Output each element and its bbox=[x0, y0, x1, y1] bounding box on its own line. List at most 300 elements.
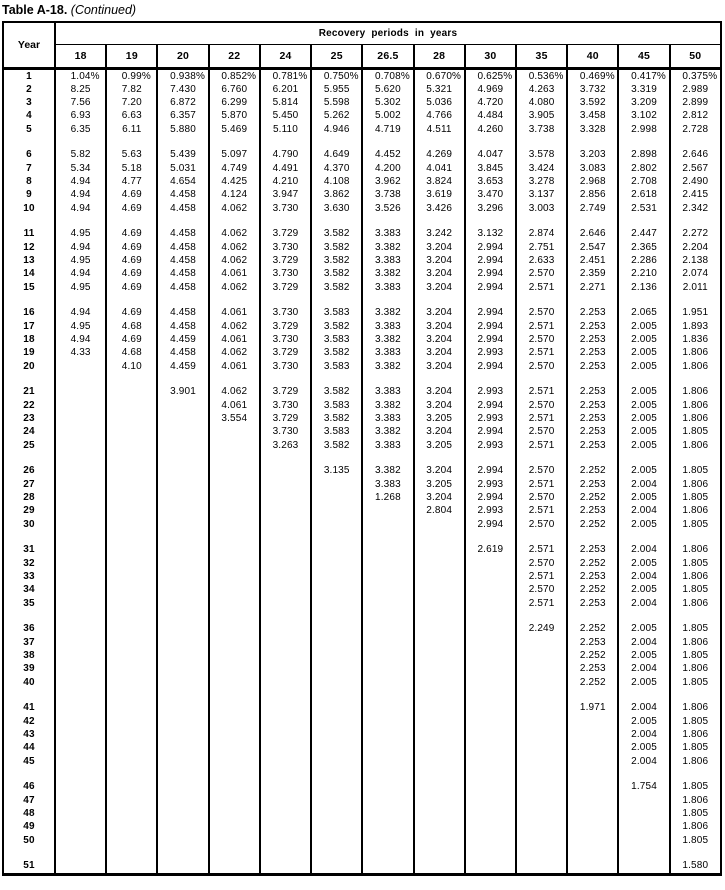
value-cell: 1.836 bbox=[670, 333, 721, 346]
value-cell: 7.56 bbox=[55, 96, 106, 109]
value-cell bbox=[260, 834, 311, 847]
value-cell: 0.375% bbox=[670, 68, 721, 83]
spacer-cell bbox=[3, 452, 55, 465]
spacer-cell bbox=[516, 136, 567, 149]
value-cell: 2.005 bbox=[618, 439, 669, 452]
value-cell: 3.729 bbox=[260, 254, 311, 267]
value-cell: 2.570 bbox=[516, 491, 567, 504]
value-cell bbox=[567, 859, 618, 874]
value-cell: 4.124 bbox=[209, 188, 260, 201]
value-cell bbox=[260, 755, 311, 768]
value-cell: 0.750% bbox=[311, 68, 362, 83]
rate-value: 1.04 bbox=[70, 70, 91, 82]
year-cell: 1 bbox=[3, 68, 55, 83]
value-cell: 1.806 bbox=[670, 543, 721, 556]
value-cell: 2.252 bbox=[567, 518, 618, 531]
value-cell: 2.004 bbox=[618, 570, 669, 583]
value-cell bbox=[209, 728, 260, 741]
value-cell bbox=[106, 859, 157, 874]
value-cell: 5.097 bbox=[209, 148, 260, 161]
value-cell bbox=[157, 807, 208, 820]
value-cell: 0.99% bbox=[106, 68, 157, 83]
value-cell bbox=[157, 425, 208, 438]
value-cell bbox=[465, 597, 516, 610]
value-cell bbox=[55, 636, 106, 649]
value-cell: 3.729 bbox=[260, 346, 311, 359]
value-cell: 3.526 bbox=[362, 202, 413, 215]
table-row bbox=[3, 859, 721, 874]
spacer-cell bbox=[618, 768, 669, 781]
value-cell bbox=[362, 583, 413, 596]
column-header-50: 50 bbox=[670, 44, 721, 68]
value-cell: 1.806 bbox=[670, 636, 721, 649]
value-cell: 3.729 bbox=[260, 227, 311, 240]
spacer-cell bbox=[157, 215, 208, 228]
spacer-cell bbox=[260, 847, 311, 860]
value-cell: 4.969 bbox=[465, 83, 516, 96]
value-cell: 0.469% bbox=[567, 68, 618, 83]
value-cell bbox=[55, 543, 106, 556]
value-cell: 2.252 bbox=[567, 491, 618, 504]
table-header bbox=[3, 22, 721, 68]
value-cell bbox=[157, 557, 208, 570]
value-cell bbox=[106, 834, 157, 847]
value-cell: 4.649 bbox=[311, 148, 362, 161]
value-cell bbox=[209, 504, 260, 517]
value-cell: 2.004 bbox=[618, 662, 669, 675]
column-header-26.5: 26.5 bbox=[362, 44, 413, 68]
value-cell: 2.005 bbox=[618, 425, 669, 438]
value-cell: 1.806 bbox=[670, 360, 721, 373]
value-cell: 2.570 bbox=[516, 518, 567, 531]
spacer-cell bbox=[260, 373, 311, 386]
value-cell: 3.204 bbox=[414, 333, 465, 346]
spacer-cell bbox=[516, 768, 567, 781]
value-cell: 3.630 bbox=[311, 202, 362, 215]
value-cell: 2.804 bbox=[414, 504, 465, 517]
value-cell: 2.004 bbox=[618, 504, 669, 517]
spacer-cell bbox=[3, 610, 55, 623]
table-row bbox=[3, 662, 721, 675]
value-cell: 3.619 bbox=[414, 188, 465, 201]
year-cell: 19 bbox=[3, 346, 55, 359]
value-cell bbox=[311, 570, 362, 583]
year-cell: 23 bbox=[3, 412, 55, 425]
value-cell bbox=[157, 728, 208, 741]
value-cell: 4.69 bbox=[106, 254, 157, 267]
spacer-cell bbox=[157, 373, 208, 386]
spacer-cell bbox=[106, 136, 157, 149]
spacer-cell bbox=[311, 531, 362, 544]
value-cell: 4.459 bbox=[157, 333, 208, 346]
table-row bbox=[3, 281, 721, 294]
spacer-cell bbox=[106, 610, 157, 623]
table-row bbox=[3, 320, 721, 333]
spacer-cell bbox=[362, 610, 413, 623]
group-spacer-row bbox=[3, 136, 721, 149]
value-cell: 1.805 bbox=[670, 425, 721, 438]
year-cell: 21 bbox=[3, 385, 55, 398]
value-cell bbox=[311, 741, 362, 754]
year-cell: 15 bbox=[3, 281, 55, 294]
spacer-cell bbox=[260, 610, 311, 623]
value-cell bbox=[106, 385, 157, 398]
value-cell: 5.18 bbox=[106, 162, 157, 175]
value-cell bbox=[55, 439, 106, 452]
year-cell: 2 bbox=[3, 83, 55, 96]
value-cell: 3.426 bbox=[414, 202, 465, 215]
value-cell: 1.893 bbox=[670, 320, 721, 333]
value-cell: 2.004 bbox=[618, 597, 669, 610]
value-cell: 1.805 bbox=[670, 676, 721, 689]
value-cell bbox=[55, 728, 106, 741]
value-cell: 3.730 bbox=[260, 241, 311, 254]
year-cell: 49 bbox=[3, 820, 55, 833]
table-row bbox=[3, 385, 721, 398]
value-cell bbox=[414, 543, 465, 556]
value-cell: 0.536% bbox=[516, 68, 567, 83]
value-cell: 1.268 bbox=[362, 491, 413, 504]
spacer-cell bbox=[260, 689, 311, 702]
value-cell bbox=[362, 859, 413, 874]
value-cell bbox=[362, 728, 413, 741]
rate-value: 0.781 bbox=[272, 70, 299, 82]
value-cell: 2.570 bbox=[516, 267, 567, 280]
value-cell bbox=[260, 518, 311, 531]
value-cell: 2.004 bbox=[618, 636, 669, 649]
value-cell: 2.252 bbox=[567, 583, 618, 596]
value-cell: 4.458 bbox=[157, 281, 208, 294]
year-cell: 27 bbox=[3, 478, 55, 491]
value-cell bbox=[311, 491, 362, 504]
value-cell: 1.805 bbox=[670, 622, 721, 635]
value-cell: 4.458 bbox=[157, 267, 208, 280]
value-cell: 3.383 bbox=[362, 439, 413, 452]
value-cell: 3.730 bbox=[260, 425, 311, 438]
value-cell bbox=[414, 794, 465, 807]
value-cell: 2.005 bbox=[618, 360, 669, 373]
table-row bbox=[3, 557, 721, 570]
value-cell: 1.04% bbox=[55, 68, 106, 83]
value-cell bbox=[311, 807, 362, 820]
spacer-cell bbox=[567, 136, 618, 149]
value-cell: 2.993 bbox=[465, 439, 516, 452]
value-cell bbox=[567, 834, 618, 847]
value-cell bbox=[209, 662, 260, 675]
group-spacer-row bbox=[3, 373, 721, 386]
value-cell: 5.620 bbox=[362, 83, 413, 96]
value-cell: 2.874 bbox=[516, 227, 567, 240]
value-cell bbox=[618, 794, 669, 807]
value-cell bbox=[260, 649, 311, 662]
year-cell: 14 bbox=[3, 267, 55, 280]
value-cell: 0.417% bbox=[618, 68, 669, 83]
year-cell: 29 bbox=[3, 504, 55, 517]
value-cell bbox=[567, 820, 618, 833]
value-cell: 2.005 bbox=[618, 557, 669, 570]
spacer-cell bbox=[465, 136, 516, 149]
spacer-cell bbox=[516, 294, 567, 307]
year-cell: 44 bbox=[3, 741, 55, 754]
value-cell bbox=[618, 859, 669, 874]
value-cell: 2.646 bbox=[567, 227, 618, 240]
value-cell: 5.469 bbox=[209, 123, 260, 136]
value-cell bbox=[414, 676, 465, 689]
spacer-cell bbox=[311, 768, 362, 781]
value-cell bbox=[362, 636, 413, 649]
value-cell: 4.68 bbox=[106, 320, 157, 333]
value-cell bbox=[414, 807, 465, 820]
value-cell bbox=[311, 701, 362, 714]
recovery-periods-banner: Recovery periods in years bbox=[55, 22, 721, 44]
year-cell: 8 bbox=[3, 175, 55, 188]
spacer-cell bbox=[157, 847, 208, 860]
value-cell: 3.582 bbox=[311, 439, 362, 452]
value-cell bbox=[157, 780, 208, 793]
table-row bbox=[3, 491, 721, 504]
value-cell bbox=[465, 583, 516, 596]
value-cell: 3.205 bbox=[414, 412, 465, 425]
table-row bbox=[3, 96, 721, 109]
value-cell: 4.062 bbox=[209, 227, 260, 240]
value-cell bbox=[465, 557, 516, 570]
value-cell: 1.806 bbox=[670, 794, 721, 807]
group-spacer-row bbox=[3, 294, 721, 307]
value-cell bbox=[209, 425, 260, 438]
spacer-cell bbox=[465, 768, 516, 781]
value-cell: 4.94 bbox=[55, 267, 106, 280]
spacer-cell bbox=[209, 847, 260, 860]
table-row bbox=[3, 123, 721, 136]
value-cell: 3.263 bbox=[260, 439, 311, 452]
spacer-cell bbox=[3, 294, 55, 307]
column-header-30: 30 bbox=[465, 44, 516, 68]
spacer-cell bbox=[670, 136, 721, 149]
value-cell: 4.95 bbox=[55, 281, 106, 294]
value-cell: 2.253 bbox=[567, 597, 618, 610]
spacer-cell bbox=[670, 294, 721, 307]
value-cell: 3.730 bbox=[260, 399, 311, 412]
value-cell: 2.490 bbox=[670, 175, 721, 188]
value-cell: 4.269 bbox=[414, 148, 465, 161]
value-cell: 2.253 bbox=[567, 306, 618, 319]
value-cell: 3.382 bbox=[362, 425, 413, 438]
value-cell bbox=[311, 780, 362, 793]
spacer-cell bbox=[414, 294, 465, 307]
value-cell: 1.806 bbox=[670, 701, 721, 714]
value-cell bbox=[516, 741, 567, 754]
value-cell: 6.299 bbox=[209, 96, 260, 109]
value-cell: 4.080 bbox=[516, 96, 567, 109]
column-header-20: 20 bbox=[157, 44, 208, 68]
spacer-cell bbox=[209, 136, 260, 149]
value-cell: 2.994 bbox=[465, 464, 516, 477]
value-cell: 3.554 bbox=[209, 412, 260, 425]
value-cell bbox=[414, 557, 465, 570]
value-cell: 2.252 bbox=[567, 557, 618, 570]
value-cell bbox=[209, 543, 260, 556]
value-cell bbox=[414, 636, 465, 649]
value-cell: 2.618 bbox=[618, 188, 669, 201]
value-cell bbox=[106, 583, 157, 596]
spacer-cell bbox=[465, 452, 516, 465]
value-cell bbox=[311, 543, 362, 556]
value-cell: 3.204 bbox=[414, 267, 465, 280]
spacer-cell bbox=[465, 531, 516, 544]
spacer-cell bbox=[670, 847, 721, 860]
value-cell bbox=[260, 807, 311, 820]
value-cell bbox=[362, 820, 413, 833]
value-cell: 5.110 bbox=[260, 123, 311, 136]
spacer-cell bbox=[567, 294, 618, 307]
spacer-cell bbox=[567, 847, 618, 860]
year-cell: 13 bbox=[3, 254, 55, 267]
spacer-cell bbox=[260, 215, 311, 228]
value-cell: 2.253 bbox=[567, 385, 618, 398]
year-cell: 45 bbox=[3, 755, 55, 768]
value-cell bbox=[414, 859, 465, 874]
value-cell bbox=[260, 701, 311, 714]
table-row bbox=[3, 570, 721, 583]
value-cell bbox=[106, 504, 157, 517]
value-cell: 7.430 bbox=[157, 83, 208, 96]
value-cell: 2.571 bbox=[516, 346, 567, 359]
spacer-cell bbox=[567, 452, 618, 465]
value-cell: 3.424 bbox=[516, 162, 567, 175]
value-cell: 4.10 bbox=[106, 360, 157, 373]
spacer-cell bbox=[260, 136, 311, 149]
value-cell bbox=[209, 676, 260, 689]
value-cell bbox=[516, 820, 567, 833]
rate-value: 0.99 bbox=[121, 70, 142, 82]
value-cell bbox=[106, 728, 157, 741]
value-cell bbox=[260, 557, 311, 570]
rate-value: 0.670 bbox=[426, 70, 453, 82]
value-cell: 2.619 bbox=[465, 543, 516, 556]
value-cell: 4.69 bbox=[106, 267, 157, 280]
value-cell: 5.439 bbox=[157, 148, 208, 161]
value-cell: 2.994 bbox=[465, 491, 516, 504]
year-cell: 33 bbox=[3, 570, 55, 583]
value-cell: 2.253 bbox=[567, 439, 618, 452]
value-cell bbox=[311, 518, 362, 531]
value-cell bbox=[516, 662, 567, 675]
value-cell: 4.69 bbox=[106, 188, 157, 201]
value-cell: 3.382 bbox=[362, 267, 413, 280]
value-cell: 4.370 bbox=[311, 162, 362, 175]
value-cell: 1.971 bbox=[567, 701, 618, 714]
value-cell: 2.531 bbox=[618, 202, 669, 215]
value-cell bbox=[414, 755, 465, 768]
value-cell bbox=[55, 491, 106, 504]
spacer-cell bbox=[670, 768, 721, 781]
value-cell bbox=[362, 557, 413, 570]
table-row bbox=[3, 478, 721, 491]
value-cell bbox=[516, 794, 567, 807]
spacer-cell bbox=[362, 689, 413, 702]
value-cell bbox=[55, 859, 106, 874]
value-cell bbox=[516, 676, 567, 689]
value-cell bbox=[311, 794, 362, 807]
value-cell: 2.571 bbox=[516, 385, 567, 398]
value-cell: 2.571 bbox=[516, 478, 567, 491]
value-cell: 3.582 bbox=[311, 412, 362, 425]
year-cell: 40 bbox=[3, 676, 55, 689]
value-cell bbox=[465, 807, 516, 820]
year-cell: 11 bbox=[3, 227, 55, 240]
value-cell: 2.994 bbox=[465, 254, 516, 267]
value-cell: 4.458 bbox=[157, 188, 208, 201]
value-cell: 3.845 bbox=[465, 162, 516, 175]
spacer-cell bbox=[362, 768, 413, 781]
spacer-cell bbox=[3, 768, 55, 781]
spacer-cell bbox=[55, 373, 106, 386]
spacer-cell bbox=[516, 215, 567, 228]
spacer-cell bbox=[414, 610, 465, 623]
value-cell bbox=[55, 385, 106, 398]
value-cell bbox=[157, 412, 208, 425]
recovery-periods-table bbox=[2, 21, 722, 876]
value-cell bbox=[414, 622, 465, 635]
value-cell bbox=[209, 622, 260, 635]
value-cell bbox=[465, 780, 516, 793]
year-cell: 18 bbox=[3, 333, 55, 346]
value-cell bbox=[465, 820, 516, 833]
spacer-cell bbox=[106, 531, 157, 544]
value-cell: 4.458 bbox=[157, 346, 208, 359]
value-cell bbox=[414, 649, 465, 662]
value-cell bbox=[516, 780, 567, 793]
spacer-cell bbox=[516, 452, 567, 465]
value-cell bbox=[260, 597, 311, 610]
value-cell: 5.002 bbox=[362, 109, 413, 122]
value-cell: 4.95 bbox=[55, 254, 106, 267]
spacer-cell bbox=[618, 373, 669, 386]
value-cell: 6.11 bbox=[106, 123, 157, 136]
value-cell: 3.583 bbox=[311, 425, 362, 438]
year-cell: 17 bbox=[3, 320, 55, 333]
value-cell: 2.005 bbox=[618, 464, 669, 477]
value-cell: 3.204 bbox=[414, 385, 465, 398]
spacer-cell bbox=[3, 689, 55, 702]
value-cell bbox=[465, 701, 516, 714]
value-cell bbox=[157, 834, 208, 847]
value-cell bbox=[209, 597, 260, 610]
value-cell: 3.204 bbox=[414, 241, 465, 254]
value-cell bbox=[465, 715, 516, 728]
value-cell: 8.25 bbox=[55, 83, 106, 96]
spacer-cell bbox=[414, 531, 465, 544]
value-cell: 3.730 bbox=[260, 202, 311, 215]
value-cell: 2.571 bbox=[516, 504, 567, 517]
value-cell bbox=[209, 583, 260, 596]
value-cell: 4.062 bbox=[209, 346, 260, 359]
table-row bbox=[3, 227, 721, 240]
spacer-cell bbox=[55, 136, 106, 149]
value-cell bbox=[260, 859, 311, 874]
value-cell bbox=[209, 820, 260, 833]
value-cell: 2.253 bbox=[567, 425, 618, 438]
value-cell: 4.062 bbox=[209, 320, 260, 333]
value-cell: 2.005 bbox=[618, 676, 669, 689]
value-cell: 3.209 bbox=[618, 96, 669, 109]
value-cell: 2.994 bbox=[465, 518, 516, 531]
value-cell: 4.108 bbox=[311, 175, 362, 188]
value-cell bbox=[55, 715, 106, 728]
value-cell bbox=[618, 807, 669, 820]
spacer-cell bbox=[157, 294, 208, 307]
year-cell: 5 bbox=[3, 123, 55, 136]
